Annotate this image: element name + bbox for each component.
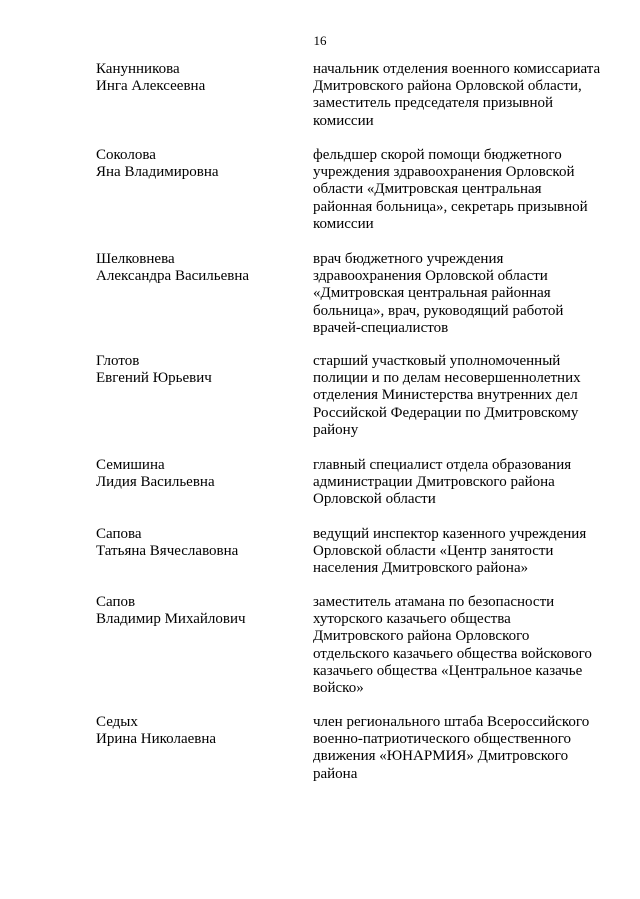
- member-name: [96, 353, 296, 387]
- role-line: районная больница», секретарь призывной: [313, 198, 588, 215]
- member-name: [96, 251, 296, 285]
- role-line: фельдшер скорой помощи бюджетного: [313, 147, 562, 163]
- member-role: [313, 714, 613, 783]
- role-line: Орловской области: [313, 491, 436, 508]
- role-line: заместитель председателя призывной: [313, 95, 553, 112]
- role-line: района: [313, 765, 358, 782]
- role-line: казачьего общества «Центральное казачье: [313, 662, 583, 679]
- role-line: району: [313, 421, 359, 438]
- role-line: здравоохранения Орловской области: [313, 268, 548, 285]
- member-name: [96, 526, 296, 560]
- role-line: учреждения здравоохранения Орловской: [313, 164, 575, 181]
- member-given-names: Александра Васильевна: [96, 268, 250, 285]
- member-given-names: Ирина Николаевна: [96, 731, 217, 748]
- member-given-names: Яна Владимировна: [96, 164, 219, 181]
- member-surname: Семишина: [96, 457, 165, 473]
- member-name: [96, 594, 296, 628]
- role-line: Дмитровского района Орловской области,: [313, 78, 582, 95]
- role-line: области «Дмитровская центральная: [313, 181, 542, 198]
- role-line: отделения Министерства внутренних дел: [313, 387, 578, 404]
- member-role: [313, 457, 613, 509]
- role-line: больница», врач, руководящий работой: [313, 302, 564, 319]
- member-given-names: Евгений Юрьевич: [96, 370, 212, 387]
- member-name: [96, 61, 296, 95]
- role-line: военно-патриотического общественного: [313, 731, 572, 748]
- member-role: [313, 594, 613, 697]
- member-surname: Сапов: [96, 594, 136, 610]
- member-given-names: Инга Алексеевна: [96, 78, 206, 95]
- role-line: комиссии: [313, 215, 374, 232]
- member-role: [313, 251, 613, 337]
- member-given-names: Татьяна Вячеславовна: [96, 543, 239, 560]
- role-line: заместитель атамана по безопасности: [313, 594, 555, 610]
- role-line: врачей-специалистов: [313, 319, 449, 336]
- member-given-names: Владимир Михайлович: [96, 611, 246, 628]
- member-surname: Канунникова: [96, 61, 180, 77]
- role-line: отдельского казачьего общества войскового: [313, 645, 592, 662]
- member-name: [96, 147, 296, 181]
- member-role: [313, 353, 613, 439]
- member-role: [313, 526, 613, 578]
- member-surname: Сапова: [96, 526, 142, 542]
- role-line: член регионального штаба Всероссийского: [313, 714, 590, 730]
- role-line: главный специалист отдела образования: [313, 457, 572, 473]
- member-name: [96, 457, 296, 491]
- role-line: «Дмитровская центральная районная: [313, 285, 551, 302]
- role-line: войско»: [313, 680, 364, 697]
- role-line: населения Дмитровского района»: [313, 560, 529, 577]
- role-line: Орловской области «Центр занятости: [313, 543, 554, 560]
- member-role: [313, 61, 613, 130]
- role-line: комиссии: [313, 112, 374, 129]
- page-number: 16: [313, 33, 327, 48]
- role-line: ведущий инспектор казенного учреждения: [313, 526, 587, 542]
- member-surname: Глотов: [96, 353, 140, 369]
- role-line: врач бюджетного учреждения: [313, 251, 504, 267]
- member-name: [96, 714, 296, 748]
- role-line: старший участковый уполномоченный: [313, 353, 561, 369]
- role-line: полиции и по делам несовершеннолетних: [313, 370, 581, 387]
- role-line: администрации Дмитровского района: [313, 474, 555, 491]
- member-role: [313, 147, 613, 233]
- role-line: хуторского казачьего общества: [313, 611, 511, 628]
- member-surname: Седых: [96, 714, 138, 730]
- role-line: Российской Федерации по Дмитровскому: [313, 404, 579, 421]
- role-line: Дмитровского района Орловского: [313, 628, 530, 645]
- member-surname: Соколова: [96, 147, 156, 163]
- role-line: движения «ЮНАРМИЯ» Дмитровского: [313, 748, 569, 765]
- member-surname: Шелковнева: [96, 251, 175, 267]
- member-given-names: Лидия Васильевна: [96, 474, 215, 491]
- role-line: начальник отделения военного комиссариата: [313, 61, 601, 77]
